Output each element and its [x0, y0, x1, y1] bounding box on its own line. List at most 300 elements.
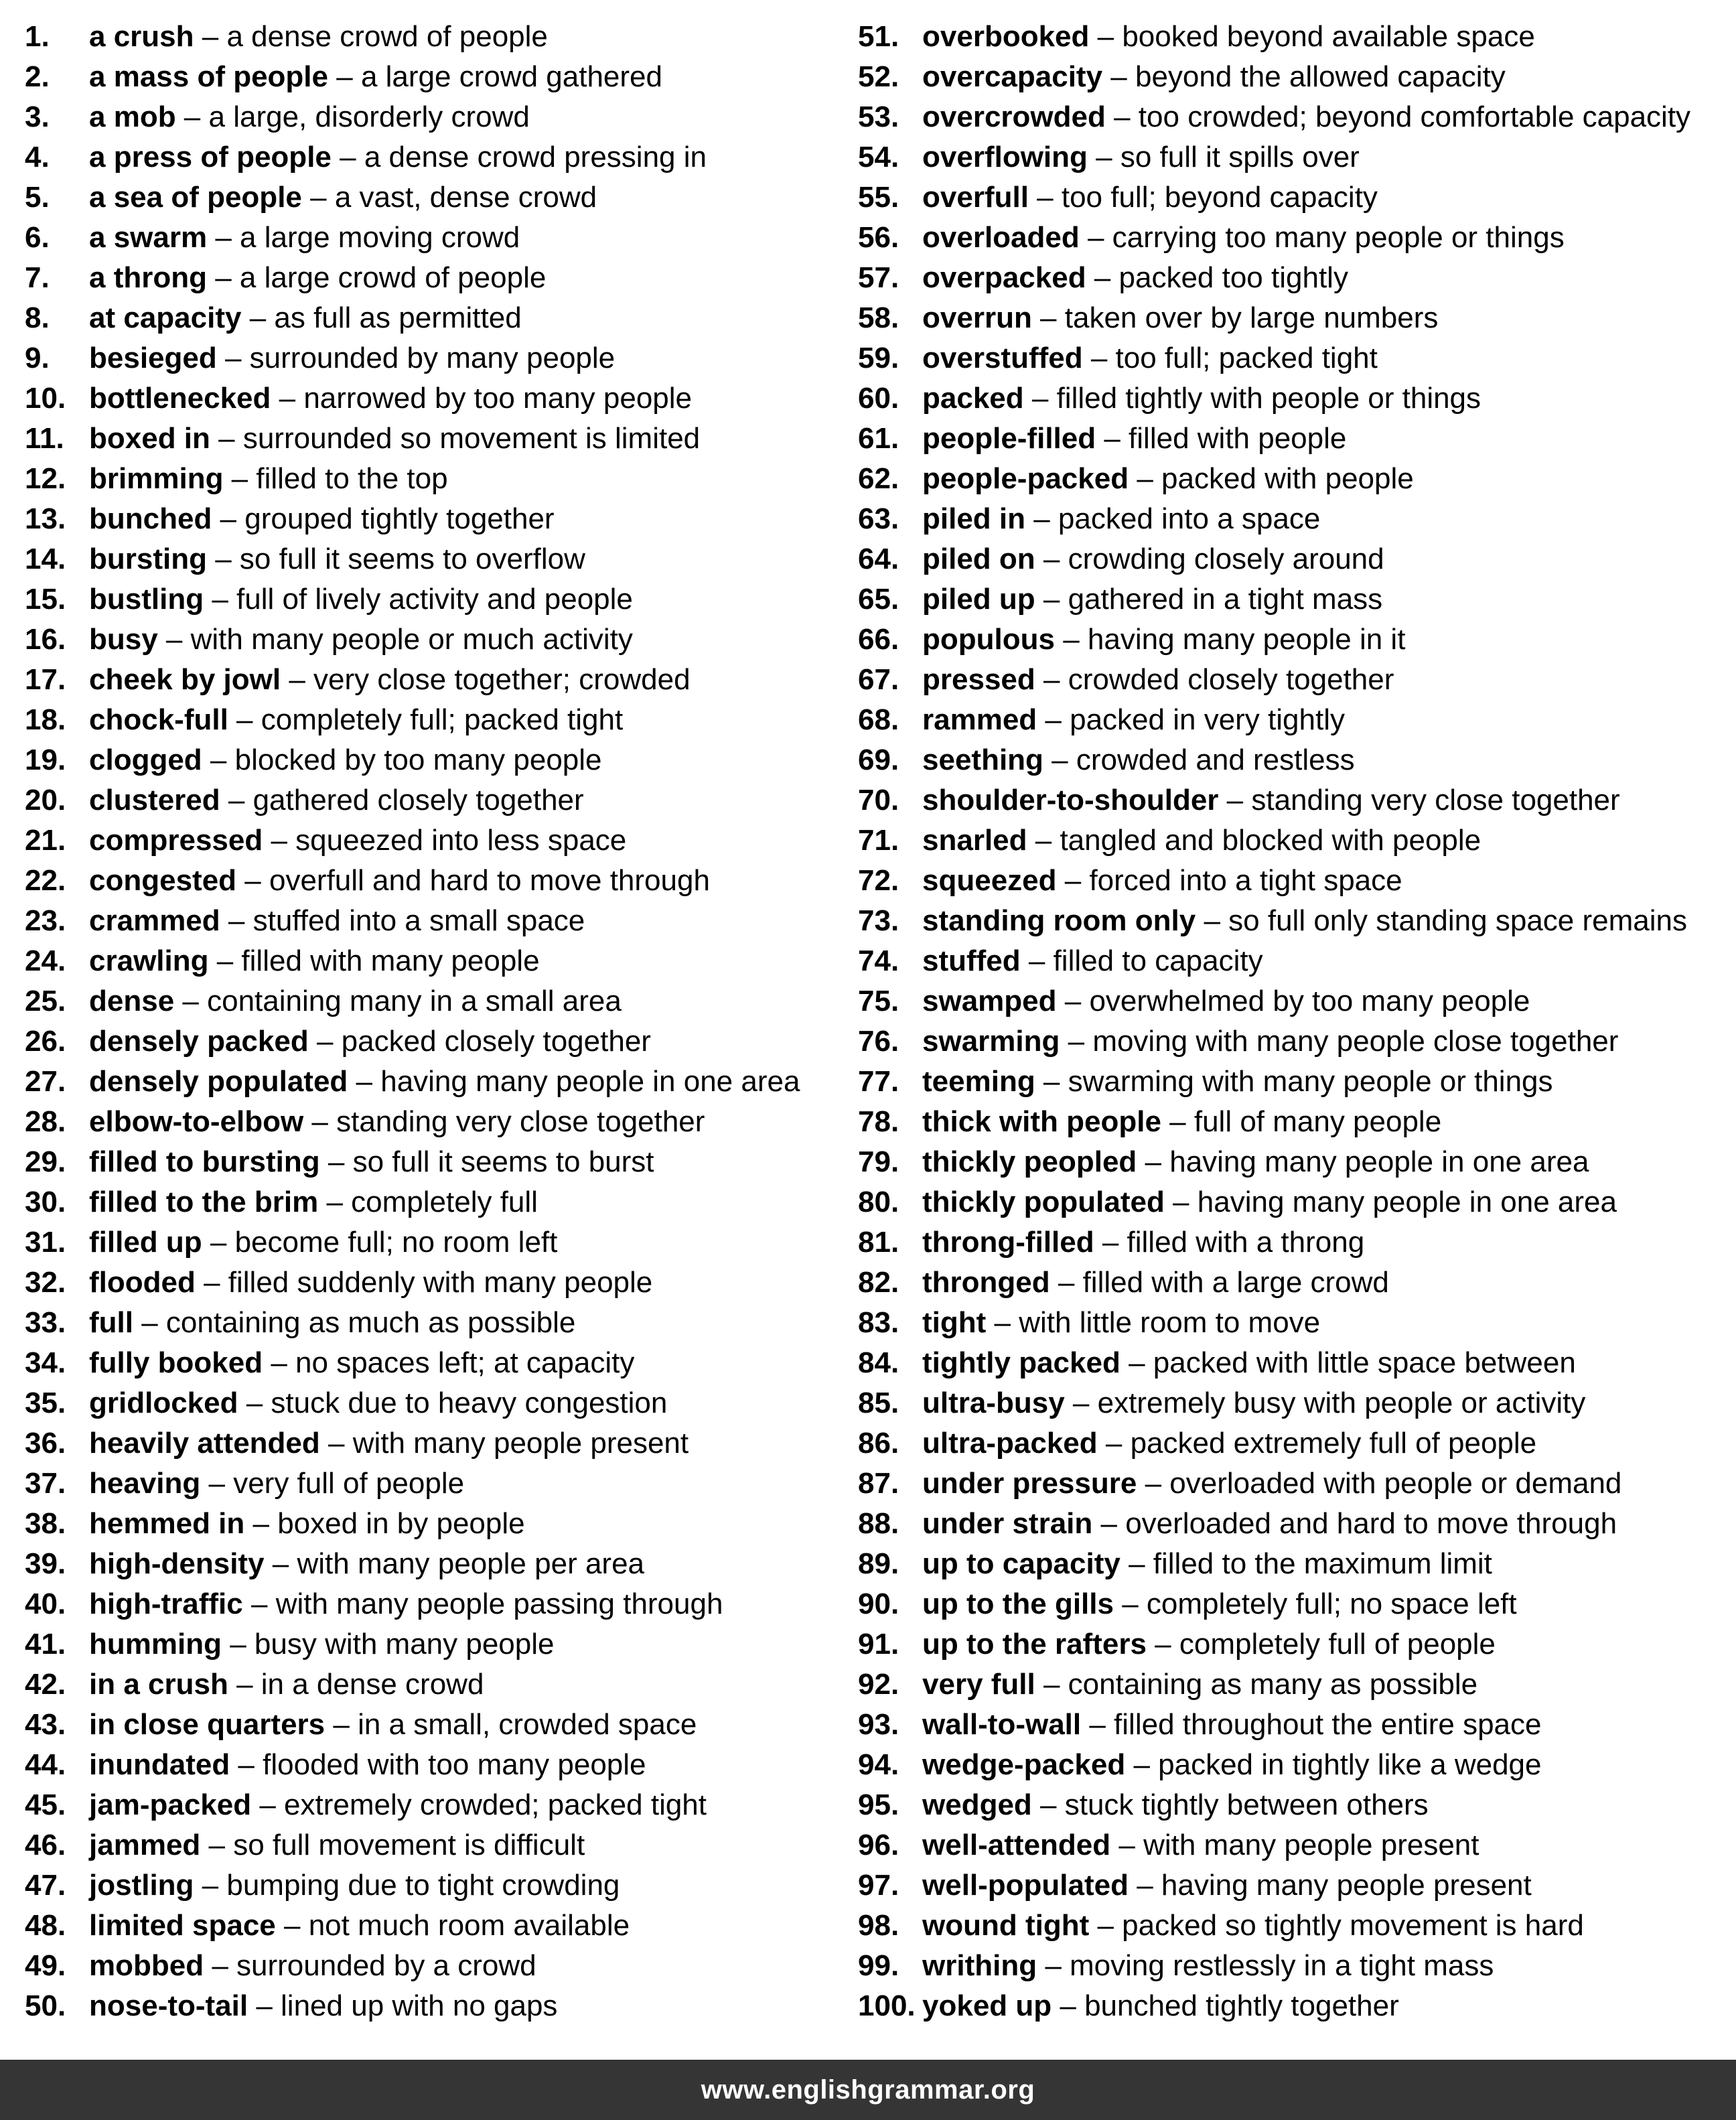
list-item	[858, 378, 1690, 419]
item-definition: stuck due to heavy congestion	[271, 1387, 668, 1419]
item-term: crammed	[89, 904, 220, 937]
item-separator: –	[1056, 985, 1090, 1017]
item-separator: –	[212, 502, 245, 535]
item-definition: a large, disorderly crowd	[208, 100, 530, 133]
item-number: 22.	[25, 864, 66, 897]
item-term: overstuffed	[922, 342, 1083, 374]
list-item	[858, 298, 1690, 338]
list-item	[25, 1222, 800, 1263]
item-separator: –	[986, 1306, 1019, 1339]
item-term: people-filled	[922, 422, 1096, 455]
list-item	[858, 941, 1690, 981]
item-number: 41.	[25, 1628, 66, 1660]
item-separator: –	[1137, 1145, 1170, 1178]
list-item	[858, 1584, 1690, 1624]
list-item	[25, 981, 800, 1021]
list-item	[25, 1785, 800, 1825]
item-number: 55.	[858, 181, 899, 214]
item-definition: extremely busy with people or activity	[1097, 1387, 1586, 1419]
item-definition: flooded with too many people	[263, 1748, 646, 1781]
item-definition: stuck tightly between others	[1064, 1788, 1429, 1821]
item-term: humming	[89, 1628, 222, 1660]
item-separator: –	[271, 382, 304, 415]
list-item	[858, 901, 1690, 941]
item-number: 3.	[25, 100, 50, 133]
item-separator: –	[194, 1869, 227, 1902]
item-term: seething	[922, 744, 1043, 776]
item-separator: –	[1125, 1748, 1159, 1781]
item-term: overcapacity	[922, 60, 1103, 93]
list-item	[25, 17, 800, 57]
item-separator: –	[251, 1788, 285, 1821]
item-term: ultra-busy	[922, 1387, 1065, 1419]
item-term: very full	[922, 1668, 1035, 1701]
item-number: 84.	[858, 1346, 899, 1379]
item-number: 71.	[858, 824, 899, 857]
item-definition: filled throughout the entire space	[1114, 1708, 1542, 1741]
item-separator: –	[220, 904, 253, 937]
list-item	[25, 1825, 800, 1865]
item-number: 75.	[858, 985, 899, 1017]
item-number: 4.	[25, 141, 50, 173]
item-term: up to the rafters	[922, 1628, 1147, 1660]
item-separator: –	[308, 1025, 342, 1058]
list-item	[25, 1665, 800, 1705]
item-term: teeming	[922, 1065, 1035, 1098]
item-definition: filled suddenly with many people	[228, 1266, 653, 1299]
item-term: a mass of people	[89, 60, 329, 93]
item-separator: –	[301, 181, 335, 214]
item-separator: –	[1129, 462, 1162, 495]
item-term: swarming	[922, 1025, 1060, 1058]
item-definition: so full only standing space remains	[1228, 904, 1687, 937]
item-definition: with many people present	[1143, 1829, 1479, 1861]
item-number: 14.	[25, 543, 66, 575]
item-term: jammed	[89, 1829, 201, 1861]
item-separator: –	[1094, 1226, 1127, 1259]
item-definition: overwhelmed by too many people	[1089, 985, 1530, 1017]
item-definition: squeezed into less space	[295, 824, 627, 857]
item-number: 70.	[858, 784, 899, 817]
item-definition: with many people passing through	[275, 1587, 723, 1620]
list-item	[25, 1182, 800, 1222]
list-item	[25, 1343, 800, 1383]
item-definition: filled with a throng	[1127, 1226, 1365, 1259]
item-definition: a vast, dense crowd	[334, 181, 597, 214]
list-item	[25, 1504, 800, 1544]
item-number: 30.	[25, 1186, 66, 1218]
item-definition: overloaded with people or demand	[1169, 1467, 1622, 1500]
item-definition: grouped tightly together	[244, 502, 555, 535]
list-item	[25, 1423, 800, 1464]
item-separator: –	[325, 1708, 358, 1741]
item-separator: –	[242, 1587, 276, 1620]
item-term: overrun	[922, 301, 1032, 334]
item-separator: –	[1113, 1587, 1147, 1620]
item-definition: so full it seems to overflow	[239, 543, 585, 575]
list-item	[25, 419, 800, 459]
item-separator: –	[210, 422, 243, 455]
item-definition: with many people or much activity	[190, 623, 633, 656]
item-definition: overloaded and hard to move through	[1125, 1507, 1617, 1540]
item-definition: moving restlessly in a tight mass	[1070, 1949, 1494, 1982]
item-term: yoked up	[922, 1989, 1052, 2022]
list-item	[858, 338, 1690, 378]
item-definition: surrounded so movement is limited	[242, 422, 701, 455]
item-number: 42.	[25, 1668, 66, 1701]
footer-website-link[interactable]: www.englishgrammar.org	[701, 2074, 1035, 2105]
item-separator: –	[241, 301, 275, 334]
item-number: 66.	[858, 623, 899, 656]
list-item	[858, 700, 1690, 740]
item-separator: –	[200, 1467, 234, 1500]
item-number: 94.	[858, 1748, 899, 1781]
item-term: people-packed	[922, 462, 1129, 495]
item-separator: –	[1035, 543, 1068, 575]
item-number: 97.	[858, 1869, 899, 1902]
item-definition: containing many in a small area	[207, 985, 622, 1017]
item-definition: filled to the maximum limit	[1153, 1547, 1492, 1580]
item-term: densely packed	[89, 1025, 309, 1058]
item-number: 52.	[858, 60, 899, 93]
item-term: full	[89, 1306, 133, 1339]
item-number: 8.	[25, 301, 50, 334]
item-term: thickly populated	[922, 1186, 1165, 1218]
item-term: clogged	[89, 744, 202, 776]
item-number: 99.	[858, 1949, 899, 1982]
item-definition: too full; beyond capacity	[1061, 181, 1378, 214]
item-number: 37.	[25, 1467, 66, 1500]
item-definition: become full; no room left	[234, 1226, 558, 1259]
list-item	[858, 1062, 1690, 1102]
item-separator: –	[1025, 502, 1058, 535]
list-item	[858, 981, 1690, 1021]
item-definition: containing as much as possible	[165, 1306, 576, 1339]
item-definition: too crowded; beyond comfortable capacity	[1138, 100, 1691, 133]
list-item	[858, 1745, 1690, 1785]
item-separator: –	[133, 1306, 166, 1339]
item-number: 7.	[25, 261, 50, 294]
item-definition: packed in very tightly	[1070, 703, 1345, 736]
item-definition: filled with people	[1129, 422, 1347, 455]
list-item	[25, 539, 800, 579]
item-separator: –	[206, 261, 240, 294]
item-term: filled up	[89, 1226, 202, 1259]
list-item	[25, 1142, 800, 1182]
item-term: besieged	[89, 342, 217, 374]
item-term: swamped	[922, 985, 1057, 1017]
list-item	[858, 1303, 1690, 1343]
item-separator: –	[1105, 100, 1139, 133]
item-separator: –	[1064, 1387, 1098, 1419]
item-definition: a dense crowd pressing in	[364, 141, 707, 173]
item-number: 49.	[25, 1949, 66, 1982]
item-term: a throng	[89, 261, 207, 294]
item-term: gridlocked	[89, 1387, 238, 1419]
list-item	[25, 218, 800, 258]
item-separator: –	[318, 1186, 352, 1218]
item-separator: –	[1120, 1346, 1153, 1379]
item-definition: having many people in one area	[1169, 1145, 1589, 1178]
item-definition: filled with a large crowd	[1082, 1266, 1389, 1299]
item-separator: –	[1056, 864, 1090, 897]
item-definition: in a small, crowded space	[358, 1708, 697, 1741]
item-separator: –	[202, 744, 235, 776]
item-separator: –	[331, 141, 364, 173]
item-separator: –	[175, 100, 209, 133]
list-item	[858, 17, 1690, 57]
item-separator: –	[1089, 20, 1123, 53]
list-item	[25, 459, 800, 499]
list-item	[858, 539, 1690, 579]
item-separator: –	[238, 1387, 271, 1419]
item-number: 57.	[858, 261, 899, 294]
list-item	[25, 378, 800, 419]
list-item	[858, 419, 1690, 459]
item-number: 53.	[858, 100, 899, 133]
item-number: 12.	[25, 462, 66, 495]
list-item	[858, 821, 1690, 861]
item-term: wound tight	[922, 1909, 1090, 1942]
item-definition: a large moving crowd	[240, 221, 520, 254]
list-item	[858, 1946, 1690, 1986]
item-number: 76.	[858, 1025, 899, 1058]
item-term: overbooked	[922, 20, 1090, 53]
item-definition: completely full of people	[1179, 1628, 1496, 1660]
item-definition: stuffed into a small space	[252, 904, 585, 937]
list-item	[25, 941, 800, 981]
list-item	[25, 1986, 800, 2026]
item-number: 50.	[25, 1989, 66, 2022]
item-term: under strain	[922, 1507, 1093, 1540]
item-term: populous	[922, 623, 1055, 656]
item-term: thickly peopled	[922, 1145, 1137, 1178]
item-term: hemmed in	[89, 1507, 245, 1540]
item-term: overcrowded	[922, 100, 1106, 133]
list-item	[25, 499, 800, 539]
item-number: 90.	[858, 1587, 899, 1620]
item-term: piled on	[922, 543, 1035, 575]
list-item	[858, 1986, 1690, 2026]
item-term: overflowing	[922, 141, 1088, 173]
item-term: well-attended	[922, 1829, 1111, 1861]
list-item	[858, 1624, 1690, 1665]
item-term: at capacity	[89, 301, 242, 334]
item-number: 36.	[25, 1427, 66, 1460]
item-number: 64.	[858, 543, 899, 575]
item-number: 93.	[858, 1708, 899, 1741]
item-term: in close quarters	[89, 1708, 326, 1741]
item-definition: overfull and hard to move through	[269, 864, 710, 897]
item-separator: –	[195, 1266, 228, 1299]
item-term: filled to bursting	[89, 1145, 320, 1178]
list-item	[25, 1303, 800, 1343]
item-separator: –	[319, 1145, 353, 1178]
list-item	[25, 1705, 800, 1745]
item-separator: –	[1086, 261, 1119, 294]
item-number: 62.	[858, 462, 899, 495]
list-item	[858, 499, 1690, 539]
item-term: a crush	[89, 20, 194, 53]
list-item	[25, 1745, 800, 1785]
list-item	[858, 861, 1690, 901]
item-definition: gathered in a tight mass	[1068, 583, 1383, 616]
item-term: fully booked	[89, 1346, 263, 1379]
item-term: piled in	[922, 502, 1025, 535]
item-definition: packed closely together	[341, 1025, 651, 1058]
item-number: 24.	[25, 944, 66, 977]
item-term: bustling	[89, 583, 204, 616]
item-number: 56.	[858, 221, 899, 254]
item-definition: packed with people	[1161, 462, 1414, 495]
item-number: 29.	[25, 1145, 66, 1178]
item-definition: lined up with no gaps	[281, 1989, 558, 2022]
item-separator: –	[1035, 1065, 1068, 1098]
list-item	[858, 178, 1690, 218]
item-definition: having many people present	[1161, 1869, 1532, 1902]
item-number: 48.	[25, 1909, 66, 1942]
item-definition: a dense crowd of people	[226, 20, 548, 53]
item-separator: –	[1137, 1467, 1170, 1500]
list-item	[858, 780, 1690, 821]
item-number: 34.	[25, 1346, 66, 1379]
item-definition: busy with many people	[254, 1628, 555, 1660]
item-term: bunched	[89, 502, 212, 535]
item-definition: very full of people	[233, 1467, 465, 1500]
item-term: limited space	[89, 1909, 276, 1942]
item-definition: bunched tightly together	[1084, 1989, 1399, 2022]
item-separator: –	[1035, 663, 1068, 696]
item-number: 86.	[858, 1427, 899, 1460]
item-separator: –	[204, 583, 237, 616]
list-item	[858, 1182, 1690, 1222]
item-definition: extremely crowded; packed tight	[284, 1788, 707, 1821]
item-term: inundated	[89, 1748, 230, 1781]
item-definition: gathered closely together	[252, 784, 584, 817]
item-number: 69.	[858, 744, 899, 776]
list-item	[25, 57, 800, 97]
item-term: a swarm	[89, 221, 208, 254]
item-separator: –	[263, 824, 296, 857]
item-term: stuffed	[922, 944, 1021, 977]
item-definition: so full movement is difficult	[233, 1829, 585, 1861]
item-number: 38.	[25, 1507, 66, 1540]
item-definition: full of lively activity and people	[236, 583, 633, 616]
item-term: a sea of people	[89, 181, 302, 214]
list-item	[25, 338, 800, 378]
item-term: bursting	[89, 543, 207, 575]
list-item	[25, 740, 800, 780]
item-number: 98.	[858, 1909, 899, 1942]
list-item	[25, 1062, 800, 1102]
list-item	[858, 1544, 1690, 1584]
item-number: 33.	[25, 1306, 66, 1339]
list-item	[858, 1343, 1690, 1383]
item-separator: –	[1031, 1788, 1065, 1821]
item-separator: –	[1037, 703, 1070, 736]
list-item	[25, 1021, 800, 1062]
item-term: high-density	[89, 1547, 265, 1580]
item-number: 96.	[858, 1829, 899, 1861]
item-number: 59.	[858, 342, 899, 374]
item-separator: –	[220, 784, 253, 817]
item-definition: with little room to move	[1019, 1306, 1321, 1339]
item-term: squeezed	[922, 864, 1057, 897]
item-number: 81.	[858, 1226, 899, 1259]
list-item	[25, 1464, 800, 1504]
item-number: 88.	[858, 1507, 899, 1540]
list-item	[858, 1906, 1690, 1946]
item-separator: –	[1218, 784, 1252, 817]
list-item	[25, 700, 800, 740]
item-definition: blocked by too many people	[234, 744, 602, 776]
list-item	[858, 1383, 1690, 1423]
list-item	[25, 97, 800, 137]
list-item	[25, 901, 800, 941]
item-number: 28.	[25, 1105, 66, 1138]
list-item	[25, 1946, 800, 1986]
item-definition: crowding closely around	[1068, 543, 1384, 575]
item-separator: –	[204, 1949, 237, 1982]
item-separator: –	[1092, 1507, 1126, 1540]
item-definition: completely full; no space left	[1146, 1587, 1517, 1620]
item-separator: –	[281, 663, 314, 696]
item-definition: containing as many as possible	[1068, 1668, 1478, 1701]
item-separator: –	[1129, 1869, 1161, 1902]
item-separator: –	[248, 1989, 281, 2022]
item-term: congested	[89, 864, 237, 897]
list-item	[858, 57, 1690, 97]
list-item	[858, 97, 1690, 137]
list-item	[25, 1865, 800, 1906]
item-number: 65.	[858, 583, 899, 616]
list-item	[25, 1102, 800, 1142]
item-definition: packed extremely full of people	[1130, 1427, 1537, 1460]
item-separator: –	[223, 462, 257, 495]
item-term: mobbed	[89, 1949, 204, 1982]
item-term: jostling	[89, 1869, 194, 1902]
item-separator: –	[194, 20, 227, 53]
item-term: shoulder-to-shoulder	[922, 784, 1219, 817]
item-definition: filled to the top	[256, 462, 448, 495]
item-separator: –	[303, 1105, 337, 1138]
item-separator: –	[348, 1065, 381, 1098]
item-definition: moving with many people close together	[1092, 1025, 1619, 1058]
item-term: boxed in	[89, 422, 210, 455]
item-term: throng-filled	[922, 1226, 1094, 1259]
item-separator: –	[200, 1829, 234, 1861]
item-number: 100.	[858, 1989, 916, 2022]
item-term: piled up	[922, 583, 1035, 616]
item-separator: –	[208, 944, 242, 977]
item-definition: crowded closely together	[1068, 663, 1394, 696]
list-item	[25, 861, 800, 901]
item-definition: bumping due to tight crowding	[226, 1869, 620, 1902]
list-item	[858, 579, 1690, 620]
item-separator: –	[228, 703, 261, 736]
list-item	[858, 620, 1690, 660]
item-separator: –	[1082, 342, 1116, 374]
item-definition: having many people in one area	[380, 1065, 800, 1098]
item-number: 85.	[858, 1387, 899, 1419]
item-term: rammed	[922, 703, 1037, 736]
item-definition: packed with little space between	[1153, 1346, 1576, 1379]
item-definition: a large crowd gathered	[360, 60, 662, 93]
item-term: flooded	[89, 1266, 196, 1299]
item-number: 80.	[858, 1186, 899, 1218]
item-number: 44.	[25, 1748, 66, 1781]
item-definition: too full; packed tight	[1115, 342, 1378, 374]
